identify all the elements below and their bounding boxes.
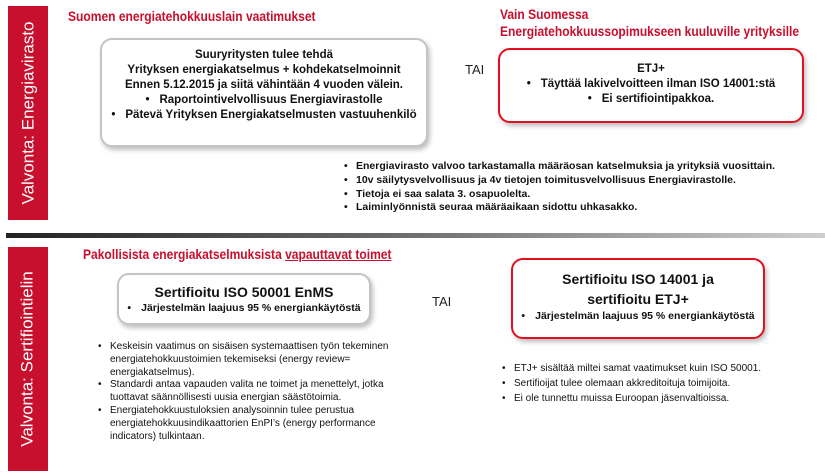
requirements-box [100, 38, 428, 147]
etj-plus-notes [500, 361, 810, 406]
supervision-note: • 10v säilytysvelvollisuus ja 4v tietojen toimitusvelvollisuus Energiavirastolle. [342, 174, 812, 188]
finland-only-title-line-2: Energiatehokkuussopimukseen kuuluville yrityksille [500, 23, 800, 39]
iso14001-bullets [513, 309, 763, 324]
etj-plus-note: • Sertifioijat tulee olemaan akkreditoituja toimijoita. [500, 376, 810, 391]
etj-plus-note: • ETJ+ sisältää miltei samat vaatimukset kuin ISO 50001. [500, 361, 810, 376]
side-label-text: Valvonta: Sertifiointielin [18, 271, 38, 447]
exemption-title [83, 246, 391, 262]
iso50001-note: • Standardi antaa vapauden valita ne toimet ja menettelyt, jotka tuottavat säännöllisesti uusia energian säästötoimia. [96, 379, 406, 405]
finland-only-title [500, 6, 799, 40]
requirements-line-2: Yrityksen energiakatselmus + kohdekatselmoinnit [127, 64, 401, 76]
iso50001-box [117, 273, 371, 325]
etj-plus-note: • Ei ole tunnettu muissa Euroopan jäsenvaltioissa. [500, 391, 810, 406]
finland-only-title-line-1: Vain Suomessa [500, 6, 589, 22]
iso50001-note: • Keskeisin vaatimus on sisäisen systemaattisen työn tekeminen energiatehokkuustoimien tekemiseksi (energy review= energiakatselmus). [96, 341, 406, 379]
etj-plus-bullets [500, 77, 802, 107]
supervision-note: • Laiminlyönnistä seuraa määräaikaan sidottu uhkasakko. [342, 201, 812, 215]
side-label-text: Valvonta: Energiavirasto [18, 21, 38, 205]
side-label-energiavirasto [8, 6, 48, 220]
iso50001-bullets [119, 301, 369, 316]
requirements-line-3: Ennen 5.12.2015 ja siitä vähintään 4 vuoden välein. [124, 79, 404, 91]
iso50001-notes [96, 341, 406, 443]
or-label-bottom: TAI [432, 294, 452, 309]
iso14001-bullet: • Järjestelmän laajuus 95 % energiankäytöstä [513, 309, 763, 324]
etj-plus-bullet: • Ei sertifiointipakkoa. [500, 92, 802, 107]
requirements-bullets [102, 93, 426, 123]
exemption-title-part-1: Pakollisista energiakatselmuksista [83, 246, 286, 262]
requirements-bullet: • Pätevä Yrityksen Energiakatselmusten vastuuhenkilö [102, 108, 426, 123]
iso50001-note: • Energiatehokkuustuloksien analysoinnin tulee perustua energiatehokkuusindikaattorien EnPI’s (energy performance indicators) tulkintaan. [96, 405, 406, 443]
iso14001-title-line-2: sertifioitu ETJ+ [587, 291, 689, 307]
requirements-bullet: • Raportointivelvollisuus Energiavirastolle [102, 93, 426, 108]
iso50001-title: Sertifioitu ISO 50001 EnMS [154, 284, 334, 300]
etj-plus-box [498, 48, 804, 123]
supervision-note: • Tietoja ei saa salata 3. osapuolelta. [342, 188, 812, 202]
or-label-top: TAI [465, 62, 485, 77]
supervision-notes [342, 160, 812, 215]
iso50001-bullet: • Järjestelmän laajuus 95 % energiankäytöstä [119, 301, 369, 316]
side-label-sertifiointielin [8, 247, 48, 471]
requirements-line-1: Suuryritysten tulee tehdä [194, 49, 334, 61]
exemption-title-part-2: vapauttavat toimet [285, 246, 392, 262]
iso14001-title-line-1: Sertifioitu ISO 14001 ja [562, 271, 714, 287]
iso14001-etj-box [511, 258, 765, 339]
etj-plus-bullet: • Täyttää lakivelvoitteen ilman ISO 14001:stä [500, 77, 802, 92]
etj-plus-title: ETJ+ [637, 63, 665, 75]
supervision-note: • Energiavirasto valvoo tarkastamalla määräosan katselmuksia ja yrityksiä vuosittain. [342, 160, 812, 174]
energy-law-title: Suomen energiatehokkuuslain vaatimukset [68, 8, 316, 24]
section-divider [6, 233, 825, 238]
